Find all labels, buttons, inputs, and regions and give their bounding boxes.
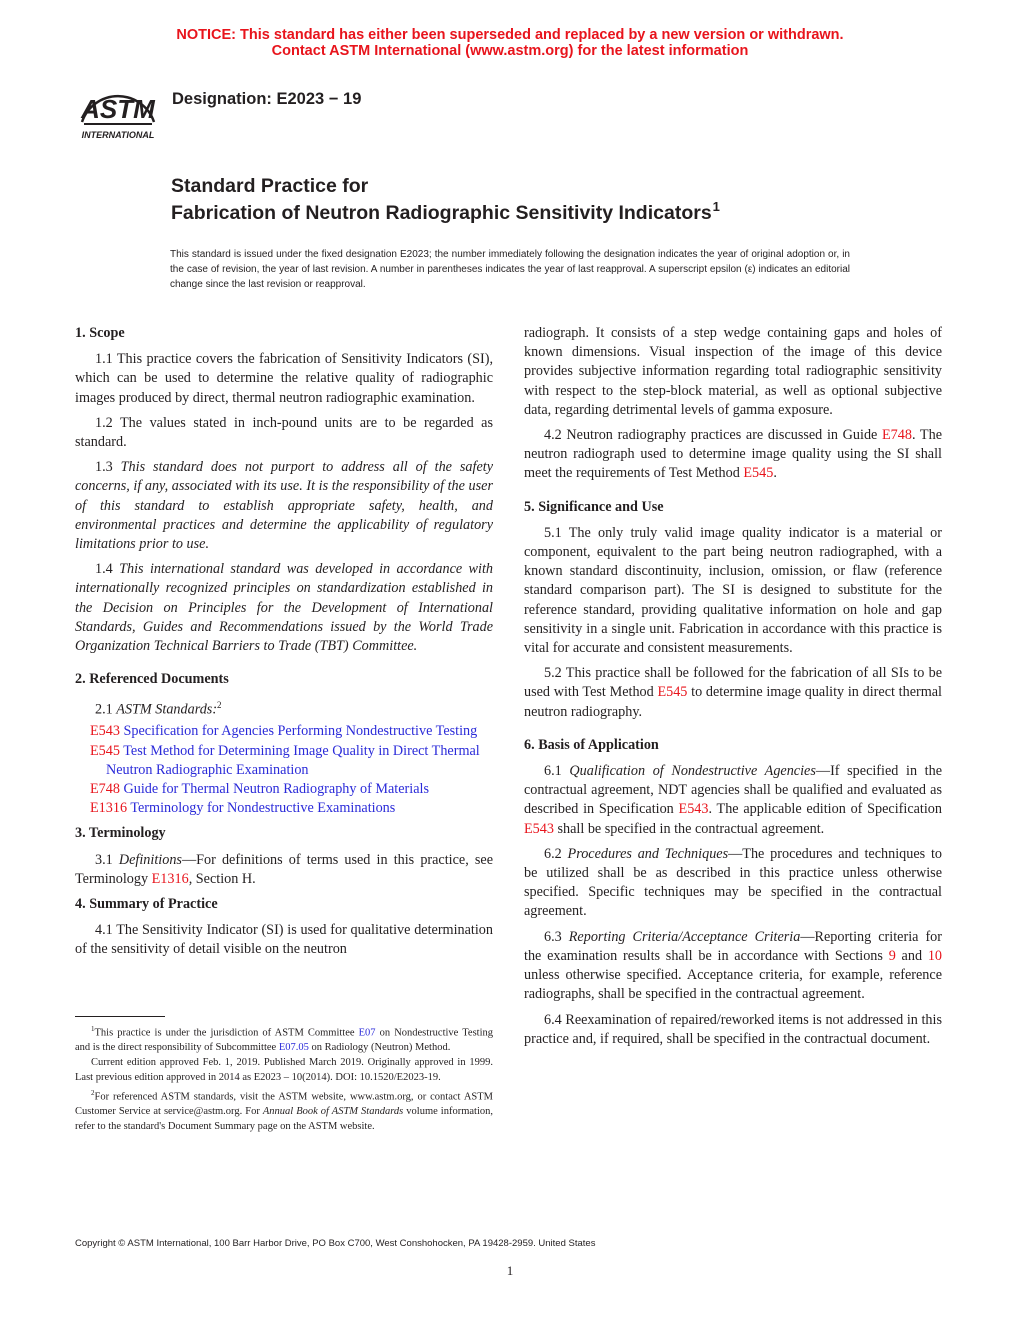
para-3-1-term: Definitions: [118, 851, 182, 868]
link-committee-e07[interactable]: E07: [358, 1027, 376, 1039]
link-e543[interactable]: E543: [678, 801, 709, 818]
footnotes: [75, 1022, 493, 1135]
preamble: This standard is issued under the fixed designation E2023; the number immediately following the designation indicates the year of original adoption or, in the case of revision, the year of last revision. A number in parentheses indicates the year of last reapproval. A superscript epsilon (ε) indicates an editorial change since the last revision or reapproval.: [170, 249, 850, 290]
notice-line-2: Contact ASTM International (www.astm.org) for the latest information: [271, 43, 749, 59]
ref-code[interactable]: E1316: [90, 800, 128, 817]
para-6-1: [524, 762, 942, 839]
left-column: [75, 324, 493, 966]
ref-code[interactable]: E545: [90, 742, 120, 759]
link-e545[interactable]: E545: [743, 465, 774, 482]
para-1-4-num: 1.4: [95, 561, 120, 578]
para-3-1-text-b: , Section H.: [188, 870, 256, 887]
footnote-2-italic: Annual Book of ASTM Standards: [262, 1105, 404, 1117]
para-6-3-text-c: unless otherwise specified. Acceptance criteria, for example, reference radiographs, shall be specified in the contractual agreement.: [524, 967, 942, 1003]
para-1-4: [75, 560, 493, 656]
para-5-2: [524, 664, 942, 722]
title-line-2: [171, 199, 720, 225]
para-6-1-text-b: . The applicable edition of Specification: [708, 801, 942, 818]
para-6-3-num: 6.3: [544, 928, 569, 945]
para-4-2: [524, 426, 942, 484]
ref-desc[interactable]: Terminology for Nondestructive Examinations: [127, 800, 396, 817]
para-6-3-text-a: —Reporting criteria for the examination results shall be in accordance with Sections: [524, 928, 942, 964]
para-6-1-text-a: —If specified in the contractual agreement, NDT agencies shall be qualified and evaluated as described in Specification: [524, 763, 943, 818]
astm-logo: [74, 74, 162, 144]
reference-e748[interactable]: [75, 780, 493, 799]
copyright-line: Copyright © ASTM International, 100 Barr Harbor Drive, PO Box C700, West Conshohocken, PA 19428-2959. United States: [75, 1238, 596, 1249]
title-footnote-mark: 1: [712, 199, 720, 214]
page-number: 1: [506, 1263, 514, 1278]
title-line-1: Standard Practice for: [171, 175, 369, 197]
para-6-3-term: Reporting Criteria/Acceptance Criteria: [568, 928, 801, 945]
para-5-2-text-b: to determine image quality in direct thermal neutron radiography.: [524, 684, 942, 720]
para-3-1-text-a: —For definitions of terms used in this practice, see Terminology: [75, 851, 494, 887]
para-6-3: [524, 928, 942, 1005]
section-5-heading: 5. Significance and Use: [524, 498, 664, 515]
para-4-1-start: 4.1 The Sensitivity Indicator (SI) is used for qualitative determination of the sensitivity of detail visible on the neutron: [75, 922, 493, 958]
footnote-2-text-a: For referenced ASTM standards, visit the ASTM website, www.astm.org, or contact ASTM Customer Service at service@astm.org. For: [75, 1091, 493, 1117]
para-6-1-num: 6.1: [544, 763, 570, 780]
para-6-3-text-b: and: [895, 947, 928, 964]
link-e1316[interactable]: E1316: [151, 870, 189, 887]
notice-line-1: NOTICE: This standard has either been superseded and replaced by a new version or withdrawn.: [176, 27, 844, 43]
link-e748[interactable]: E748: [882, 427, 912, 444]
para-2-1-label: ASTM Standards:: [116, 702, 218, 719]
ref-desc[interactable]: Specification for Agencies Performing Nondestructive Testing: [119, 723, 478, 740]
para-5-1: 5.1 The only truly valid image quality indicator is a material or component, equivalent to the part being neutron radiographed, with a known standard discontinuity, inclusion, omission, or flaw (reference standard comparison part). The SI is designed to substitute for the reference standard, providing qualitative information on hole and gap sensitivity in a single unit. Fabrication in accordance with this practice is vital for accurate and consistent measurements.: [524, 524, 942, 657]
footnote-1-mark: 1: [91, 1025, 95, 1033]
para-3-1-num: 3.1: [95, 851, 119, 868]
para-6-2-num: 6.2: [544, 845, 568, 862]
section-1-heading: 1. Scope: [75, 325, 125, 341]
link-e543[interactable]: E543: [524, 820, 554, 837]
logo-mark: ASTM: [81, 94, 155, 124]
para-1-2: 1.2 The values stated in inch-pound units are to be regarded as standard.: [75, 414, 493, 451]
section-6-heading: 6. Basis of Application: [524, 736, 659, 753]
right-column: [524, 324, 942, 1055]
para-6-2-text: —The procedures and techniques to be utilized shall be as described in this practice unless otherwise specified. Specific techniques may be specified in the contractual agreement.: [524, 845, 942, 920]
footnote-1: [75, 1022, 493, 1056]
withdrawal-notice: [0, 27, 1020, 59]
footnote-1-text-a: This practice is under the jurisdiction of ASTM Committee: [94, 1027, 359, 1039]
footnote-1-approval: Current edition approved Feb. 1, 2019. Published March 2019. Originally approved in 1999. Last previous edition approved in 2014 as E2023 – 10(2014). DOI: 10.1520/E2023-19.: [75, 1057, 493, 1083]
reference-e545[interactable]: [75, 742, 493, 780]
para-4-2-text-a: 4.2 Neutron radiography practices are discussed in Guide: [544, 427, 883, 444]
para-6-4: 6.4 Reexamination of repaired/reworked items is not addressed in this practice and, if required, shall be specified in the contractual document.: [524, 1011, 942, 1047]
section-3-heading: 3. Terminology: [75, 825, 166, 842]
para-3-1: [75, 851, 493, 889]
para-1-3: [75, 458, 493, 554]
para-2-1: [75, 696, 493, 720]
reference-e1316[interactable]: [75, 799, 493, 818]
para-6-1-term: Qualification of Nondestructive Agencies: [569, 763, 816, 780]
link-section-9[interactable]: 9: [888, 947, 896, 964]
para-4-2-text-c: .: [773, 465, 777, 482]
para-4-1-continued: radiograph. It consists of a step wedge containing gaps and holes of known dimensions. Visual inspection of the image of this device provides subjective information regarding total radiographic sensitivity with respect to the step-block material, as well as optional subjective data, regarding detrimental levels of gamma exposure.: [524, 325, 942, 418]
para-2-1-sup: 2: [217, 700, 222, 711]
para-1-1: 1.1 This practice covers the fabrication of Sensitivity Indicators (SI), which can be used to determine the relative quality of radiographic images produced by direct, thermal neutron radiographic examination.: [75, 351, 493, 406]
footnote-1-text-b: on Nondestructive Testing and is the direct responsibility of Subcommittee: [75, 1027, 493, 1054]
para-4-2-text-b: . The neutron radiograph used to determine image quality using the SI shall meet the requirements of Test Method: [524, 427, 942, 482]
para-6-2: [524, 845, 942, 922]
section-2-heading: 2. Referenced Documents: [75, 671, 229, 688]
logo-caption: INTERNATIONAL: [81, 130, 155, 140]
para-1-3-text: This standard does not purport to address all of the safety concerns, if any, associated with its use. It is the responsibility of the user of this standard to establish appropriate safety, health, and environmental practices and determine the applicability of regulatory limitations prior to use.: [75, 459, 493, 553]
title-text: Fabrication of Neutron Radiographic Sensitivity Indicators: [171, 202, 712, 224]
footnote-2-text-b: volume information, refer to the standard's Document Summary page on the ASTM website.: [75, 1105, 493, 1132]
link-section-10[interactable]: 10: [927, 947, 942, 964]
reference-e543[interactable]: [75, 722, 493, 741]
footnote-2-mark: 2: [91, 1088, 95, 1097]
link-e545[interactable]: E545: [657, 684, 688, 701]
para-5-2-text-a: 5.2 This practice shall be followed for the fabrication of all SIs to be used with Test Method: [524, 665, 942, 701]
section-4-heading: 4. Summary of Practice: [75, 896, 218, 913]
footnote-divider: [75, 1016, 165, 1017]
para-1-3-num: 1.3: [95, 459, 121, 476]
ref-code[interactable]: E543: [90, 723, 120, 740]
ref-desc[interactable]: Guide for Thermal Neutron Radiography of Materials: [119, 781, 429, 797]
para-1-4-text: This international standard was developed in accordance with internationally recognized principles on standardization established in the Decision on Principles for the Development of International Standards, Guides and Recommendations issued by the World Trade Organization Technical Barriers to Trade (TBT) Committee.: [75, 561, 493, 655]
link-subcommittee-e07-05[interactable]: E07.05: [278, 1042, 309, 1054]
para-6-2-term: Procedures and Techniques: [567, 845, 729, 862]
designation: Designation: E2023 − 19: [172, 90, 362, 108]
para-6-1-text-c: shall be specified in the contractual agreement.: [553, 820, 825, 837]
ref-code[interactable]: E748: [90, 781, 120, 797]
ref-desc[interactable]: Test Method for Determining Image Quality in Direct Thermal Neutron Radiographic Examination: [106, 742, 480, 778]
footnote-2: [75, 1086, 493, 1135]
footnote-1-text-c: on Radiology (Neutron) Method.: [308, 1042, 451, 1054]
para-2-1-num: 2.1: [95, 702, 117, 719]
